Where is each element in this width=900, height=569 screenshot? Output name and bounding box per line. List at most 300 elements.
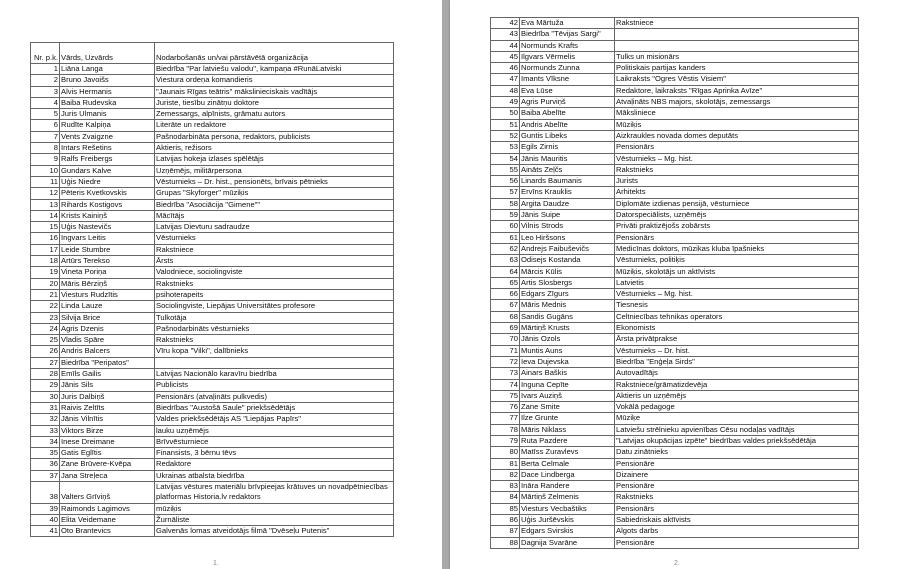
row-number: 14: [31, 210, 60, 221]
row-number: 73: [491, 368, 520, 379]
row-number: 46: [491, 63, 520, 74]
person-name: Jānis Vilnītis: [60, 414, 155, 425]
table-row: [491, 176, 859, 187]
table-row: [31, 448, 394, 459]
person-name: Baiba Rudevska: [60, 97, 155, 108]
table-row: [491, 311, 859, 322]
person-occupation: Laikraksts "Ogres Vēstis Visiem": [615, 74, 859, 85]
person-name: Inguna Cepīte: [520, 379, 615, 390]
person-occupation: Redaktore: [155, 459, 394, 470]
person-occupation: [155, 357, 394, 368]
person-occupation: Ārsta privātprakse: [615, 334, 859, 345]
person-name: Uģis Juršēvskis: [520, 515, 615, 526]
person-occupation: Arhitekts: [615, 187, 859, 198]
table-row: [31, 323, 394, 334]
row-number: 30: [31, 391, 60, 402]
person-occupation: psihoterapeits: [155, 289, 394, 300]
row-number: 85: [491, 503, 520, 514]
person-occupation: Tulks un misionārs: [615, 51, 859, 62]
table-row: [31, 503, 394, 514]
person-name: Imants Vīksne: [520, 74, 615, 85]
table-row: [491, 323, 859, 334]
person-occupation: Sabiedriskais aktīvists: [615, 515, 859, 526]
row-number: 53: [491, 142, 520, 153]
person-name: Edgars Zīgurs: [520, 289, 615, 300]
person-name: Edgars Svirskis: [520, 526, 615, 537]
person-occupation: Grupas "Skyforger" mūziķis: [155, 188, 394, 199]
person-name: Bruno Javoišs: [60, 75, 155, 86]
row-number: 4: [31, 97, 60, 108]
person-occupation: mūziķis: [155, 503, 394, 514]
person-name: Intars Rešetins: [60, 143, 155, 154]
person-name: Linards Baumanis: [520, 176, 615, 187]
person-occupation: Publicists: [155, 380, 394, 391]
row-number: 40: [31, 514, 60, 525]
table-row: [491, 130, 859, 141]
person-name: Agris Dzenis: [60, 323, 155, 334]
person-occupation: Latvijas Nacionālo karavīru biedrība: [155, 369, 394, 380]
row-number: 41: [31, 526, 60, 537]
person-name: Silvija Brice: [60, 312, 155, 323]
table-row: [491, 119, 859, 130]
row-number: 3: [31, 86, 60, 97]
row-number: 32: [31, 414, 60, 425]
row-number: 17: [31, 244, 60, 255]
row-number: 37: [31, 470, 60, 481]
person-name: Viesturs Vecbaštiks: [520, 503, 615, 514]
table-row: [491, 515, 859, 526]
person-name: Andris Abelīte: [520, 119, 615, 130]
table-row: [31, 222, 394, 233]
table-row: [491, 221, 859, 232]
table-row: [491, 85, 859, 96]
person-occupation: Pašnodarbināta persona, redaktors, publicists: [155, 131, 394, 142]
person-occupation: Latvijas vēstures materiālu brīvpieejas krātuves un novadpētniecības platformas Historia.lv redaktors: [155, 481, 394, 503]
row-number: 51: [491, 119, 520, 130]
row-number: 84: [491, 492, 520, 503]
table-row: [31, 391, 394, 402]
person-name: Biedrība "Tēvijas Sargi": [520, 29, 615, 40]
person-name: Mārcis Kūlis: [520, 266, 615, 277]
row-number: 76: [491, 402, 520, 413]
table-row: [491, 63, 859, 74]
person-name: Juris Dalbiņš: [60, 391, 155, 402]
row-number: 25: [31, 335, 60, 346]
person-name: Mārtiņš Zelmenis: [520, 492, 615, 503]
person-name: Vladis Spāre: [60, 335, 155, 346]
person-occupation: Aktieris un uzņēmējs: [615, 390, 859, 401]
person-name: Berta Celmale: [520, 458, 615, 469]
person-occupation: Vēsturnieks: [155, 233, 394, 244]
table-row: [491, 97, 859, 108]
person-occupation: Juriste, tiesību zinātņu doktore: [155, 97, 394, 108]
row-number: 27: [31, 357, 60, 368]
row-number: 9: [31, 154, 60, 165]
table-row: [31, 154, 394, 165]
person-name: Pēteris Kvetkovskis: [60, 188, 155, 199]
table-row: [31, 402, 394, 413]
table-row: [491, 537, 859, 548]
row-number: 31: [31, 402, 60, 413]
row-number: 28: [31, 369, 60, 380]
table-row: [491, 424, 859, 435]
person-name: Oto Brantevics: [60, 526, 155, 537]
row-number: 88: [491, 537, 520, 548]
person-occupation: [615, 29, 859, 40]
person-occupation: Vēsturnieks – Dr. hist., pensionēts, brīvais pētnieks: [155, 176, 394, 187]
row-number: 62: [491, 243, 520, 254]
person-occupation: [615, 40, 859, 51]
row-number: 60: [491, 221, 520, 232]
person-occupation: Mūziķis, skolotājs un aktīvists: [615, 266, 859, 277]
person-name: Eva Mārtuža: [520, 18, 615, 29]
person-occupation: Autovadītājs: [615, 368, 859, 379]
table-row: [31, 346, 394, 357]
person-name: Guntis Libeks: [520, 130, 615, 141]
person-name: Ilze Grunte: [520, 413, 615, 424]
person-name: Vilnis Strods: [520, 221, 615, 232]
table-row: [491, 74, 859, 85]
person-name: Alvis Hermanis: [60, 86, 155, 97]
table-row: [491, 435, 859, 446]
table-row: [491, 277, 859, 288]
table-row: [31, 301, 394, 312]
page-number: 2.: [674, 560, 680, 567]
row-number: 13: [31, 199, 60, 210]
person-name: Eva Lūse: [520, 85, 615, 96]
table-row: [491, 334, 859, 345]
row-number: 66: [491, 289, 520, 300]
table-row: [31, 436, 394, 447]
person-occupation: lauku uzņēmējs: [155, 425, 394, 436]
person-occupation: "Jaunais Rīgas teātris" mākslinieciskais vadītājs: [155, 86, 394, 97]
table-row: [31, 120, 394, 131]
row-number: 23: [31, 312, 60, 323]
row-number: 39: [31, 503, 60, 514]
person-occupation: Tulkotāja: [155, 312, 394, 323]
table-row: [31, 188, 394, 199]
person-name: Baiba Abelīte: [520, 108, 615, 119]
person-name: Odisejs Kostanda: [520, 255, 615, 266]
person-occupation: Diplomāte izdienas pensijā, vēsturniece: [615, 198, 859, 209]
table-row: [31, 481, 394, 503]
person-occupation: Biedrības "Austošā Saule" priekšsēdētājs: [155, 402, 394, 413]
person-name: Viesturs Rudzītis: [60, 289, 155, 300]
header-name: Vārds, Uzvārds: [60, 43, 155, 64]
table-row: [491, 266, 859, 277]
row-number: 59: [491, 210, 520, 221]
person-occupation: Mācītājs: [155, 210, 394, 221]
person-name: Agris Purviņš: [520, 97, 615, 108]
person-occupation: Pensionāre: [615, 481, 859, 492]
row-number: 8: [31, 143, 60, 154]
row-number: 58: [491, 198, 520, 209]
person-name: Dagnija Svarāne: [520, 537, 615, 548]
person-occupation: Galvenās lomas atveidotājs filmā "Dvēseļu Putenis": [155, 526, 394, 537]
person-name: Uģis Nastevičs: [60, 222, 155, 233]
person-occupation: Politiskais partijas kanders: [615, 63, 859, 74]
person-name: Matīss Zuravlevs: [520, 447, 615, 458]
person-occupation: Žurnāliste: [155, 514, 394, 525]
page-number: 1.: [213, 560, 219, 567]
row-number: 61: [491, 232, 520, 243]
person-name: Andris Balcers: [60, 346, 155, 357]
row-number: 10: [31, 165, 60, 176]
table-row: [31, 109, 394, 120]
table-row: [491, 458, 859, 469]
person-occupation: Ekonomists: [615, 323, 859, 334]
row-number: 35: [31, 448, 60, 459]
table-row: [491, 187, 859, 198]
person-occupation: Literāte un redaktore: [155, 120, 394, 131]
person-occupation: Pašnodarbināts vēsturnieks: [155, 323, 394, 334]
table-row: [31, 380, 394, 391]
person-name: Vineta Poriņa: [60, 267, 155, 278]
row-number: 22: [31, 301, 60, 312]
table-row: [31, 267, 394, 278]
person-name: Dace Lindberga: [520, 469, 615, 480]
person-occupation: Celtniecības tehnikas operators: [615, 311, 859, 322]
table-row: [491, 51, 859, 62]
table-header-row: [31, 43, 394, 64]
person-occupation: Dizainere: [615, 469, 859, 480]
table-row: [31, 97, 394, 108]
person-occupation: Biedrība "Par latviešu valodu", kampaņa #RunāLatviski: [155, 64, 394, 75]
person-name: Emīls Gailis: [60, 369, 155, 380]
person-occupation: Pensionāre: [615, 537, 859, 548]
table-row: [31, 176, 394, 187]
row-number: 49: [491, 97, 520, 108]
person-occupation: Rakstnieks: [155, 278, 394, 289]
table-row: [31, 514, 394, 525]
table-row: [491, 142, 859, 153]
person-occupation: Aktieris, režisors: [155, 143, 394, 154]
person-name: Jānis Mauritis: [520, 153, 615, 164]
person-occupation: Latvijas hokeja izlases spēlētājs: [155, 154, 394, 165]
person-occupation: Biedrība "Asociācija "Gimene"": [155, 199, 394, 210]
table-row: [31, 526, 394, 537]
signatories-table-page-2: [490, 17, 859, 549]
table-row: [31, 143, 394, 154]
table-row: [31, 86, 394, 97]
person-occupation: Vokālā pedagoge: [615, 402, 859, 413]
row-number: 44: [491, 40, 520, 51]
table-row: [31, 256, 394, 267]
person-name: Jānis Suipe: [520, 210, 615, 221]
row-number: 43: [491, 29, 520, 40]
row-number: 47: [491, 74, 520, 85]
row-number: 24: [31, 323, 60, 334]
person-name: Gundars Kalve: [60, 165, 155, 176]
person-occupation: Rakstniece/grāmatizdevēja: [615, 379, 859, 390]
person-name: Mārtiņš Krusts: [520, 323, 615, 334]
person-name: Vents Zvaigzne: [60, 131, 155, 142]
person-name: Rihards Kostigovs: [60, 199, 155, 210]
person-name: Uģis Niedre: [60, 176, 155, 187]
table-row: [491, 210, 859, 221]
row-number: 42: [491, 18, 520, 29]
person-name: Rudīte Kalpiņa: [60, 120, 155, 131]
person-name: Artūrs Terekso: [60, 256, 155, 267]
row-number: 7: [31, 131, 60, 142]
row-number: 78: [491, 424, 520, 435]
person-occupation: Datorspeciālists, uzņēmējs: [615, 210, 859, 221]
person-name: Māris Niklass: [520, 424, 615, 435]
row-number: 83: [491, 481, 520, 492]
table-row: [31, 425, 394, 436]
row-number: 74: [491, 379, 520, 390]
row-number: 64: [491, 266, 520, 277]
row-number: 87: [491, 526, 520, 537]
table-row: [491, 379, 859, 390]
table-row: [491, 18, 859, 29]
row-number: 29: [31, 380, 60, 391]
person-name: Andrejs Faibuševičs: [520, 243, 615, 254]
person-name: Sandis Gugāns: [520, 311, 615, 322]
table-row: [491, 503, 859, 514]
row-number: 45: [491, 51, 520, 62]
person-occupation: Zemessargs, alpīnists, grāmatu autors: [155, 109, 394, 120]
person-name: Zane Smite: [520, 402, 615, 413]
table-row: [491, 40, 859, 51]
person-occupation: Rakstnieks: [615, 164, 859, 175]
document-page-1: [0, 0, 442, 569]
row-number: 5: [31, 109, 60, 120]
row-number: 34: [31, 436, 60, 447]
person-name: Zane Brūvere-Kvēpa: [60, 459, 155, 470]
person-name: Raivis Zeltīts: [60, 402, 155, 413]
table-row: [31, 289, 394, 300]
person-occupation: Ukrainas atbalsta biedrība: [155, 470, 394, 481]
person-occupation: Mūziķe: [615, 413, 859, 424]
row-number: 1: [31, 64, 60, 75]
person-name: Viktors Birze: [60, 425, 155, 436]
row-number: 54: [491, 153, 520, 164]
person-occupation: Uzņēmējs, militārpersona: [155, 165, 394, 176]
row-number: 57: [491, 187, 520, 198]
person-occupation: Finansists, 3 bērnu tēvs: [155, 448, 394, 459]
row-number: 82: [491, 469, 520, 480]
row-number: 81: [491, 458, 520, 469]
person-occupation: "Latvijas okupācijas izpēte" biedrības valdes priekšsēdētāja: [615, 435, 859, 446]
person-name: Raimonds Lagimovs: [60, 503, 155, 514]
table-row: [491, 232, 859, 243]
person-name: Jānis Ozols: [520, 334, 615, 345]
person-occupation: Datu zinātnieks: [615, 447, 859, 458]
table-row: [31, 210, 394, 221]
row-number: 67: [491, 300, 520, 311]
table-row: [31, 131, 394, 142]
row-number: 33: [31, 425, 60, 436]
person-occupation: Medicīnas doktors, mūzikas kluba īpašnieks: [615, 243, 859, 254]
row-number: 11: [31, 176, 60, 187]
table-row: [31, 244, 394, 255]
row-number: 55: [491, 164, 520, 175]
row-number: 79: [491, 435, 520, 446]
person-name: Leide Stumbre: [60, 244, 155, 255]
header-number: Nr. p.k.: [31, 43, 60, 64]
table-row: [491, 345, 859, 356]
row-number: 75: [491, 390, 520, 401]
row-number: 2: [31, 75, 60, 86]
row-number: 18: [31, 256, 60, 267]
person-occupation: Sociolingviste, Liepājas Universitātes profesore: [155, 301, 394, 312]
table-row: [31, 165, 394, 176]
table-row: [491, 447, 859, 458]
person-occupation: Vēsturnieks, politiķis: [615, 255, 859, 266]
person-name: Liāna Langa: [60, 64, 155, 75]
person-occupation: Pensionārs: [615, 503, 859, 514]
table-row: [491, 413, 859, 424]
person-occupation: Tiesnesis: [615, 300, 859, 311]
table-row: [491, 300, 859, 311]
person-occupation: Biedrība "Enģeļa Sirds": [615, 356, 859, 367]
person-name: Valters Grīviņš: [60, 481, 155, 503]
person-occupation: Vēsturnieks – Mg. hist.: [615, 289, 859, 300]
page-gutter: [442, 0, 450, 569]
row-number: 69: [491, 323, 520, 334]
person-name: Ruta Pazdere: [520, 435, 615, 446]
person-occupation: Rakstniece: [615, 18, 859, 29]
person-occupation: Atvaļināts NBS majors, skolotājs, zemessargs: [615, 97, 859, 108]
person-occupation: Ārsts: [155, 256, 394, 267]
table-row: [491, 469, 859, 480]
row-number: 50: [491, 108, 520, 119]
person-name: Elita Veidemane: [60, 514, 155, 525]
person-name: Ingvars Leitis: [60, 233, 155, 244]
table-row: [31, 459, 394, 470]
person-name: Māris Mednis: [520, 300, 615, 311]
person-name: Ilgvars Vērmelis: [520, 51, 615, 62]
person-occupation: Mūziķis: [615, 119, 859, 130]
row-number: 65: [491, 277, 520, 288]
person-name: Muntis Auns: [520, 345, 615, 356]
table-row: [31, 470, 394, 481]
row-number: 12: [31, 188, 60, 199]
person-name: Argita Daudze: [520, 198, 615, 209]
table-row: [491, 108, 859, 119]
person-occupation: Latvijas Dievturu sadraudze: [155, 222, 394, 233]
header-occupation: Nodarbošanās un/vai pārstāvētā organizācija: [155, 43, 394, 64]
person-occupation: Viestura ordeņa komandieris: [155, 75, 394, 86]
row-number: 63: [491, 255, 520, 266]
table-row: [31, 312, 394, 323]
row-number: 68: [491, 311, 520, 322]
row-number: 77: [491, 413, 520, 424]
person-name: Normunds Krafts: [520, 40, 615, 51]
person-occupation: Pensionārs: [615, 142, 859, 153]
person-name: Aināts Zeļčs: [520, 164, 615, 175]
row-number: 80: [491, 447, 520, 458]
person-occupation: Jurists: [615, 176, 859, 187]
person-occupation: Valdes priekšsēdētājs AS "Liepājas Papīrs": [155, 414, 394, 425]
table-row: [491, 526, 859, 537]
table-row: [491, 492, 859, 503]
row-number: 26: [31, 346, 60, 357]
table-row: [31, 75, 394, 86]
person-occupation: Privāti praktizējošs zobārsts: [615, 221, 859, 232]
table-row: [31, 414, 394, 425]
row-number: 71: [491, 345, 520, 356]
person-name: Biedrība "Peripatos": [60, 357, 155, 368]
person-name: Jana Streļeca: [60, 470, 155, 481]
person-name: Egils Zirnis: [520, 142, 615, 153]
signatories-table-page-1: [30, 42, 394, 537]
table-row: [491, 390, 859, 401]
person-name: Ieva Dujevska: [520, 356, 615, 367]
table-row: [31, 335, 394, 346]
person-occupation: Brīvvēsturniece: [155, 436, 394, 447]
